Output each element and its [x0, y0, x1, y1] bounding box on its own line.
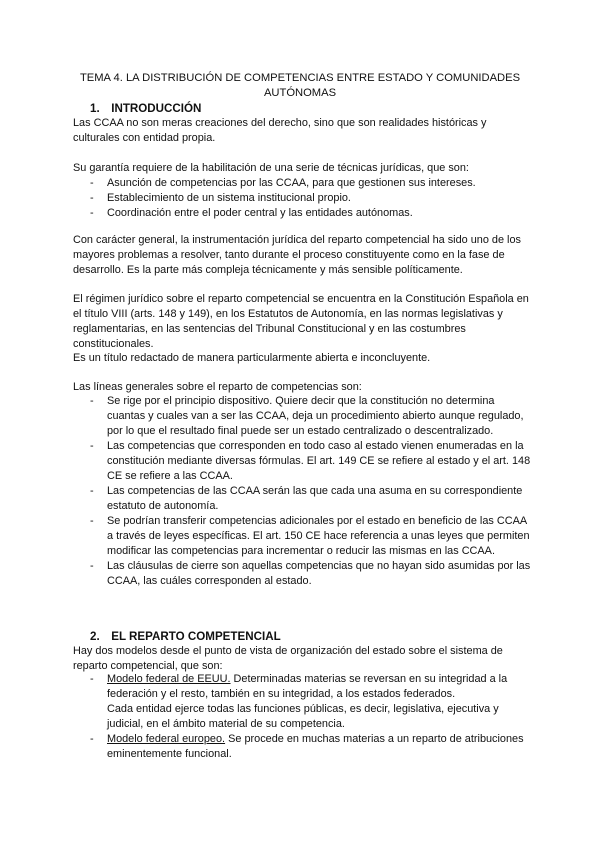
list-item: - Las competencias de las CCAA serán las que cada una asuma en su correspondiente estatuto de autonomía. [73, 484, 533, 514]
list-item: - Asunción de competencias por las CCAA, para que gestionen sus intereses. [73, 176, 533, 191]
techniques-list [73, 176, 533, 221]
list-item: - Se podrían transferir competencias adicionales por el estado en beneficio de las CCAA a través de leyes específicas. El art. 150 CE hace referencia a unas leyes que permiten modificar las competencias para incrementar o reducir las mismas en las CCAA. [73, 514, 533, 559]
model-name: Modelo federal europeo. [107, 733, 226, 745]
list-item: - Se rige por el principio dispositivo. Quiere decir que la constitución no determina cuantas y cuales van a ser las CCAA, deja un procedimiento abierto aunque regulado, por lo que el resultado final puede ser un estado centralizado o descentralizado. [73, 394, 533, 439]
model-extra: Cada entidad ejerce todas las funciones públicas, es decir, legislativa, ejecutiva y judicial, en el ámbito material de su competencia. [107, 703, 499, 730]
general-lines-list [73, 394, 533, 589]
list-item: - Establecimiento de un sistema institucional propio. [73, 191, 533, 206]
models-paragraph: Hay dos modelos desde el punto de vista de organización del estado sobre el sistema de reparto competencial, que son: [73, 645, 503, 672]
guarantee-paragraph: Su garantía requiere de la habilitación de una serie de técnicas jurídicas, que son: [73, 162, 469, 174]
list-item: - Coordinación entre el poder central y las entidades autónomas. [73, 206, 533, 221]
section-1-title: INTRODUCCIÓN [111, 102, 202, 115]
section-1-number: 1. [90, 102, 100, 115]
section-1-heading [90, 101, 201, 116]
model-description: Se procede en muchas materias a un reparto de atribuciones eminentemente funcional. [107, 733, 524, 760]
intro-paragraph: Las CCAA no son meras creaciones del derecho, sino que son realidades históricas y culturales con entidad propia. [73, 117, 487, 144]
legal-regime-paragraph: El régimen jurídico sobre el reparto competencial se encuentra en la Constitución Española en el título VIII (arts. 148 y 149), en los Estatutos de Autonomía, en las normas legislativas y reglamentarias, en las sentencias del Tribunal Constitucional y en las costumbres constitucionales. [73, 293, 529, 350]
model-description: Determinadas materias se reversan en su integridad a la federación y el resto, también en su integridad, a los estados federados. [107, 673, 508, 700]
open-title-paragraph: Es un título redactado de manera particularmente abierta e inconcluyente. [73, 352, 431, 364]
list-item [73, 732, 533, 762]
section-2-number: 2. [90, 630, 100, 643]
section-2-title: EL REPARTO COMPETENCIAL [111, 630, 281, 643]
models-list [73, 672, 533, 762]
general-character-paragraph: Con carácter general, la instrumentación jurídica del reparto competencial ha sido uno de los mayores problemas a resolver, tanto durante el proceso constituyente como en la fase de desarrollo. Es la parte más compleja técnicamente y más sensible políticamente. [73, 234, 521, 276]
list-item: - Las cláusulas de cierre son aquellas competencias que no hayan sido asumidas por las CCAA, las cuáles corresponden al estado. [73, 559, 533, 589]
model-name: Modelo federal de EEUU. [107, 673, 231, 685]
list-item [73, 672, 533, 732]
section-2-heading [90, 629, 281, 644]
general-lines-paragraph: Las líneas generales sobre el reparto de competencias son: [73, 381, 362, 393]
document-title: TEMA 4. LA DISTRIBUCIÓN DE COMPETENCIAS ENTRE ESTADO Y COMUNIDADES AUTÓNOMAS [79, 72, 521, 99]
list-item: - Las competencias que corresponden en todo caso al estado vienen enumeradas en la constitución mediante diversas fórmulas. El art. 149 CE se refiere al estado y el art. 148 CE se refiere a las CCAA. [73, 439, 533, 484]
